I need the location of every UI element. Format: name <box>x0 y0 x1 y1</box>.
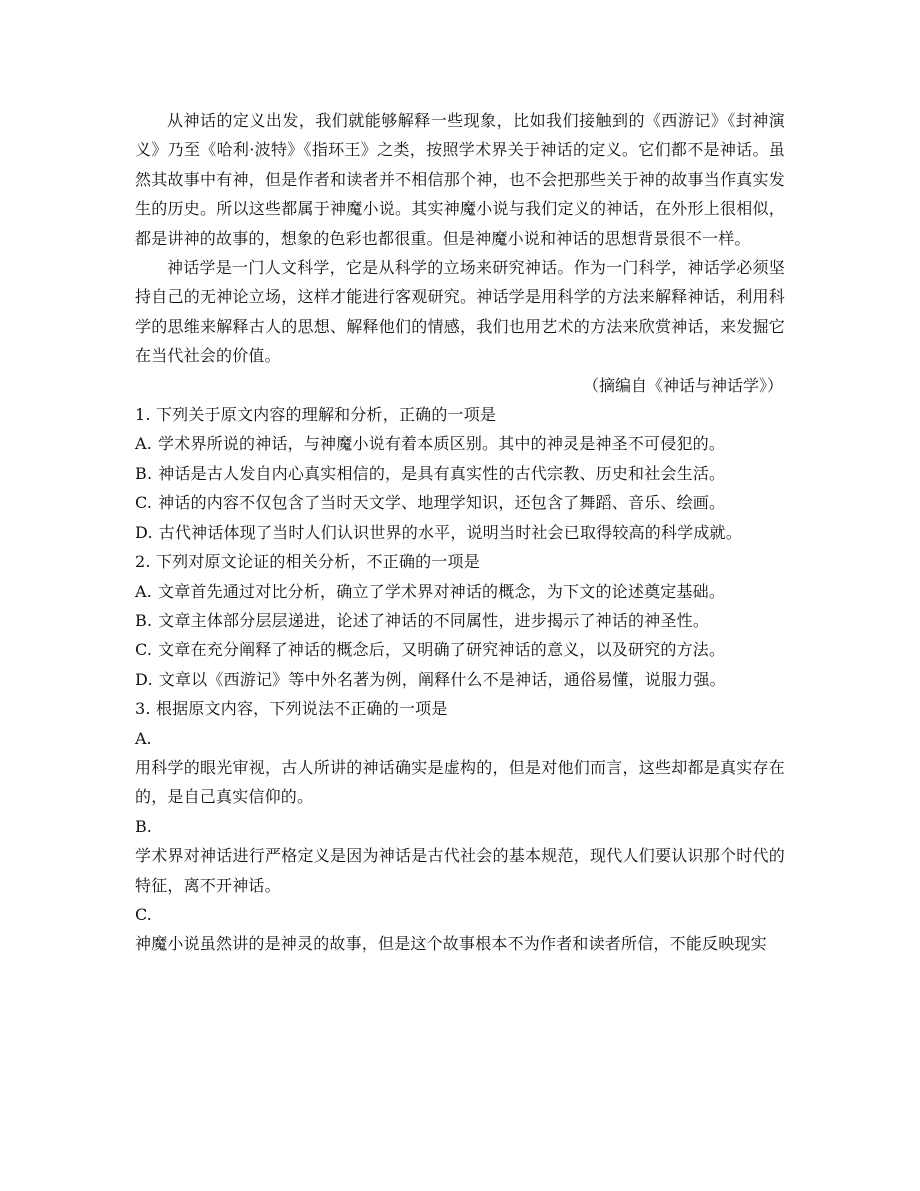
option-label: A. <box>135 434 153 454</box>
question-1-option-c <box>135 488 785 517</box>
option-text: 文章主体部分层层递进，论述了神话的不同属性，进步揭示了神话的神圣性。 <box>158 610 710 630</box>
option-text: 文章在充分阐释了神话的概念后，又明确了研究神话的意义，以及研究的方法。 <box>158 640 726 660</box>
question-3-stem: 3. 根据原文内容，下列说法不正确的一项是 <box>135 699 448 719</box>
question-3-option-a-label: A. <box>135 728 152 748</box>
option-label: C. <box>135 493 153 513</box>
question-2-stem: 2. 下列对原文论证的相关分析，不正确的一项是 <box>135 552 480 572</box>
question-1-option-a <box>135 429 785 458</box>
question-1-stem: 1. 下列关于原文内容的理解和分析，正确的一项是 <box>135 405 497 425</box>
option-label: A. <box>135 581 153 601</box>
option-text: 神话是古人发自内心真实相信的，是具有真实性的古代宗教、历史和社会生活。 <box>158 463 726 483</box>
question-1 <box>135 400 785 547</box>
question-3-option-a-text: 用科学的眼光审视，古人所讲的神话确实是虚构的，但是对他们而言，这些却都是真实存在的，是自己真实信仰的。 <box>135 757 785 807</box>
passage-paragraph-2: 神话学是一门人文科学，它是从科学的立场来研究神话。作为一门科学，神话学必须坚持自己的无神论立场，这样才能进行客观研究。神话学是用科学的方法来解释神话，利用科学的思维来解释古人的思想、解释他们的情感，我们也用艺术的方法来欣赏神话，来发掘它在当代社会的价值。 <box>135 258 785 366</box>
option-label: D. <box>135 669 153 689</box>
option-label: C. <box>135 640 153 660</box>
question-3-option-c-label: C. <box>135 904 152 924</box>
question-2-option-a <box>135 577 785 606</box>
document-page <box>135 106 785 959</box>
option-text: 神话的内容不仅包含了当时天文学、地理学知识，还包含了舞蹈、音乐、绘画。 <box>158 493 726 513</box>
question-1-option-d <box>135 518 785 547</box>
question-1-option-b <box>135 459 785 488</box>
option-text: 学术界所说的神话，与神魔小说有着本质区别。其中的神灵是神圣不可侵犯的。 <box>158 434 726 454</box>
question-2-option-d <box>135 665 785 694</box>
option-text: 文章以《西游记》等中外名著为例，阐释什么不是神话，通俗易懂，说服力强。 <box>158 669 726 689</box>
question-3-option-c-text: 神魔小说虽然讲的是神灵的故事，但是这个故事根本不为作者和读者所信，不能反映现实 <box>135 934 767 954</box>
question-3-option-b-text: 学术界对神话进行严格定义是因为神话是古代社会的基本规范，现代人们要认识那个时代的特征，离不开神话。 <box>135 846 785 895</box>
option-label: D. <box>135 522 153 542</box>
passage-paragraph-1: 从神话的定义出发，我们就能够解释一些现象，比如我们接触到的《西游记》《封神演义》乃至《哈利·波特》《指环王》之类，按照学术界关于神话的定义。它们都不是神话。虽然其故事中有神，但是作者和读者并不相信那个神，也不会把那些关于神的故事当作真实发生的历史。所以这些都属于神魔小说。其实神魔小说与我们定义的神话，在外形上很相似，都是讲神的故事的，想象的色彩也都很重。但是神魔小说和神话的思想背景很不一样。 <box>135 111 785 248</box>
question-2-option-b <box>135 606 785 635</box>
option-label: B. <box>135 610 153 630</box>
question-3 <box>135 694 785 959</box>
question-2 <box>135 547 785 694</box>
question-3-option-b-label: B. <box>135 816 152 836</box>
option-text: 古代神话体现了当时人们认识世界的水平，说明当时社会已取得较高的科学成就。 <box>158 522 742 542</box>
option-text: 文章首先通过对比分析，确立了学术界对神话的概念，为下文的论述奠定基础。 <box>158 581 726 601</box>
option-label: B. <box>135 463 153 483</box>
passage-source: （摘编自《神话与神话学》） <box>582 375 783 395</box>
question-2-option-c <box>135 635 785 664</box>
